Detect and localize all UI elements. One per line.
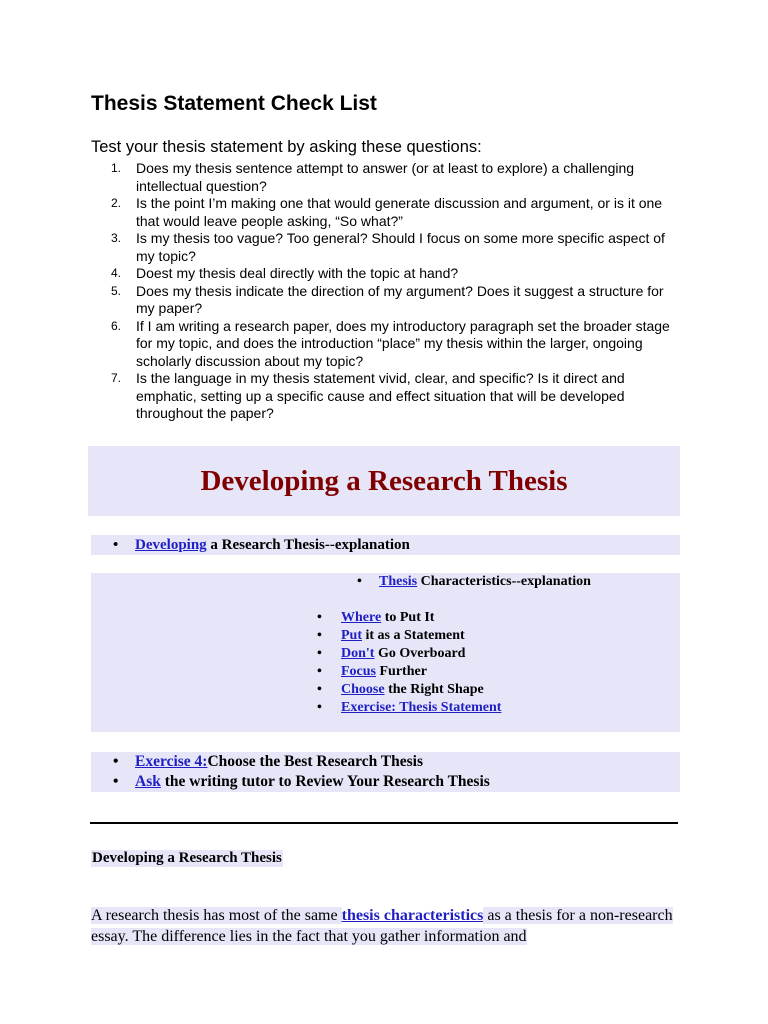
bullet-icon: • [317, 700, 322, 715]
list-item [96, 265, 686, 283]
item-number: 3. [111, 231, 122, 245]
bullet-icon: • [317, 610, 322, 625]
menu-item-text: Further [376, 664, 427, 679]
thesis-link[interactable]: Thesis [379, 574, 418, 589]
focus-link[interactable]: Focus [341, 664, 376, 679]
bullet-icon: • [317, 628, 322, 643]
page-title: Thesis Statement Check List [91, 92, 377, 115]
list-item [96, 283, 686, 318]
section-banner [88, 446, 680, 516]
list-item [357, 574, 591, 590]
developing-link[interactable]: Developing [135, 537, 207, 553]
put-link[interactable]: Put [341, 628, 362, 643]
menu-row-developing [91, 535, 680, 555]
dont-link[interactable]: Don't [341, 646, 375, 661]
question-list [96, 160, 686, 423]
ask-link[interactable]: Ask [135, 773, 161, 790]
menu-item-text: it as a Statement [362, 628, 465, 643]
bullet-icon: • [113, 537, 119, 553]
menu-item-text: Go Overboard [374, 646, 466, 661]
question-text: If I am writing a research paper, does my introductory paragraph set the broader stage for my topic, and does the introduction “place” my thesis within the larger, ongoing scholarly discussion about my topic? [136, 317, 670, 369]
question-text: Is the language in my thesis statement vivid, clear, and specific? Is it direct and emphatic, setting up a specific cause and effect situation that will be developed throughout the paper? [136, 370, 625, 421]
list-item [91, 535, 680, 555]
question-text: Doest my thesis deal directly with the topic at hand? [136, 265, 459, 281]
item-number: 6. [111, 318, 122, 333]
thesis-characteristics-link[interactable]: thesis characteristics [341, 907, 484, 924]
question-text: Does my thesis sentence attempt to answer (or at least to explore) a challenging intellectual question? [136, 160, 635, 194]
item-number: 1. [111, 161, 122, 175]
section-heading: Developing a Research Thesis [200, 465, 568, 497]
bullet-icon: • [113, 753, 119, 770]
item-number: 5. [111, 283, 122, 298]
list-item [317, 609, 501, 627]
bullet-icon: • [317, 664, 322, 679]
list-item [91, 772, 680, 792]
intro-text: Test your thesis statement by asking these questions: [91, 138, 482, 156]
bullet-icon: • [357, 574, 362, 589]
menu-row-exercise [91, 752, 680, 792]
menu-item-text: a Research Thesis--explanation [206, 537, 410, 553]
bullet-icon: • [113, 773, 119, 790]
bullet-icon: • [317, 646, 322, 661]
choose-link[interactable]: Choose [341, 682, 385, 697]
exercise-thesis-statement-link[interactable]: Exercise: Thesis Statement [341, 700, 502, 715]
characteristics-box [91, 573, 680, 732]
characteristics-sublist [317, 609, 502, 717]
list-item [96, 160, 686, 195]
list-item [96, 195, 686, 230]
list-item [96, 370, 686, 423]
list-item [91, 752, 680, 772]
menu-item-text: the writing tutor to Review Your Research Thesis [160, 773, 490, 790]
menu-item-text: to Put It [381, 610, 435, 625]
question-text: Is my thesis too vague? Too general? Should I focus on some more specific aspect of my topic? [136, 230, 665, 264]
list-item [96, 318, 686, 371]
list-item [317, 627, 501, 645]
list-item [317, 699, 502, 717]
paragraph-text: A research thesis has most of the same [91, 907, 342, 924]
menu-item-text: the Right Shape [384, 682, 484, 697]
list-item [317, 681, 501, 699]
bullet-icon: • [317, 682, 322, 697]
question-text: Does my thesis indicate the direction of my argument? Does it suggest a structure for my paper? [136, 282, 664, 316]
list-item [317, 645, 501, 663]
item-number: 7. [111, 371, 122, 385]
horizontal-divider [90, 822, 678, 824]
exercise-4-link[interactable]: Exercise 4: [135, 753, 208, 770]
where-link[interactable]: Where [341, 610, 382, 625]
list-item [96, 230, 686, 265]
item-number: 4. [111, 266, 122, 280]
subheading: Developing a Research Thesis [92, 850, 282, 866]
body-paragraph [91, 905, 681, 947]
question-text: Is the point I’m making one that would generate discussion and argument, or is it one that would leave people asking, “So what?” [136, 195, 663, 229]
item-number: 2. [111, 196, 122, 210]
menu-item-text: Characteristics--explanation [417, 574, 591, 589]
paragraph-text: as a thesis for a non-research essay. The difference lies in the fact that you gather information and [91, 907, 673, 945]
list-item [317, 663, 501, 681]
menu-item-text: Choose the Best Research Thesis [207, 753, 424, 770]
